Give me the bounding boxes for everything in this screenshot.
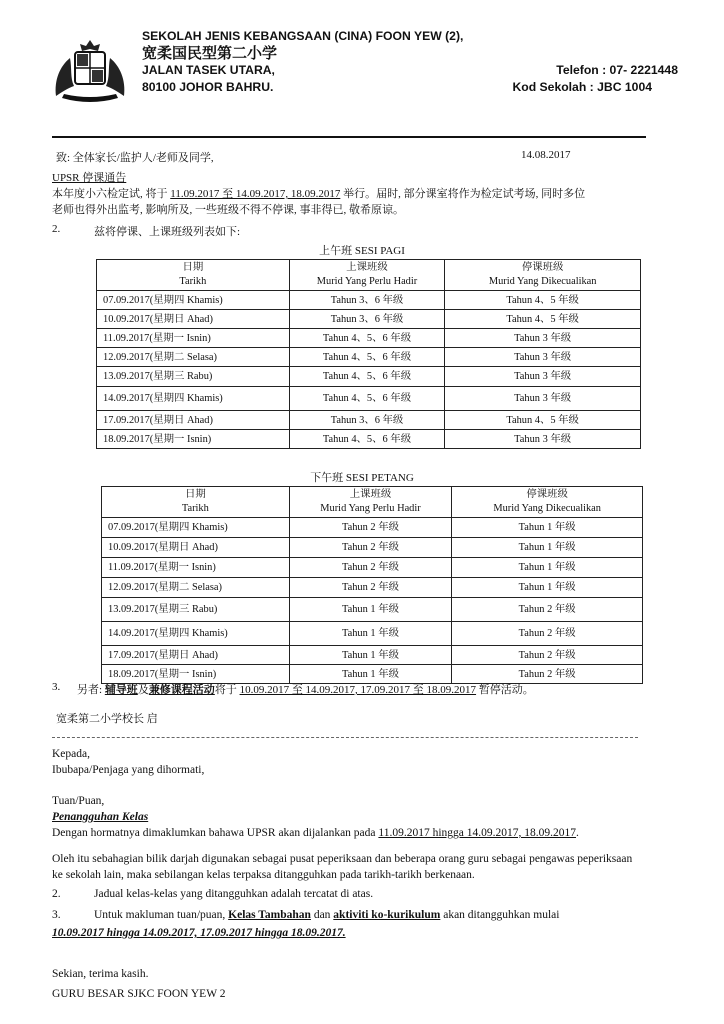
paragraph-2-number: 2. [52, 223, 61, 235]
attending-cell: Tahun 3、6 年级 [289, 310, 445, 329]
morning-session-table [96, 259, 641, 449]
suspension-dates-cn: 10.09.2017 至 14.09.2017, 17.09.2017 至 18.09.2017 [239, 684, 477, 696]
date-cell: 18.09.2017(星期一 Isnin) [102, 665, 290, 684]
table-row [102, 598, 643, 622]
attending-cell: Tahun 4、5、6 年级 [289, 348, 445, 367]
date-cell: 07.09.2017(星期四 Khamis) [97, 291, 290, 310]
date-cell: 10.09.2017(星期日 Ahad) [97, 310, 290, 329]
attending-header: 上课班级 Murid Yang Perlu Hadir [289, 487, 452, 518]
signature: GURU BESAR SJKC FOON YEW 2 [52, 988, 226, 1000]
salutation: Tuan/Puan, [52, 795, 105, 807]
recipients-ms-line-2: Ibubapa/Penjaga yang dihormati, [52, 764, 205, 776]
school-name: SEKOLAH JENIS KEBANGSAAN (CINA) FOON YEW (2), [142, 29, 464, 43]
paragraph-4-number-ms: 3. [52, 909, 61, 921]
paragraph-4-ms: Untuk makluman tuan/puan, Kelas Tambahan dan aktiviti ko-kurikulum akan ditangguhkan mulai [94, 909, 560, 921]
date-cell: 11.09.2017(星期一 Isnin) [97, 329, 290, 348]
table-row [102, 538, 643, 558]
section-divider [52, 737, 638, 738]
date-cell: 17.09.2017(星期日 Ahad) [97, 411, 290, 430]
excused-cell: Tahun 2 年级 [452, 646, 643, 665]
exam-dates-ms: 11.09.2017 hingga 14.09.2017, 18.09.2017 [378, 827, 577, 839]
malaysia-coat-of-arms-icon [48, 36, 132, 106]
excused-cell: Tahun 3 年级 [445, 367, 641, 387]
table-header-row [97, 260, 641, 291]
excused-cell: Tahun 1 年级 [452, 558, 643, 578]
recipients-ms-line-1: Kepada, [52, 748, 90, 760]
date-header: 日期 Tarikh [97, 260, 290, 291]
table-row [102, 518, 643, 538]
date-cell: 12.09.2017(星期二 Selasa) [102, 578, 290, 598]
excused-header: 停课班级 Murid Yang Dikecualikan [445, 260, 641, 291]
table-row [97, 387, 641, 411]
table-row [97, 411, 641, 430]
excused-cell: Tahun 4、5 年级 [445, 291, 641, 310]
paragraph-1-ms: Dengan hormatnya dimaklumkan bahawa UPSR akan dijalankan pada 11.09.2017 hingga 14.09.2017, 18.09.2017. [52, 827, 579, 839]
attending-header: 上课班级 Murid Yang Perlu Hadir [289, 260, 445, 291]
attending-cell: Tahun 4、5、6 年级 [289, 367, 445, 387]
attending-cell: Tahun 2 年级 [289, 538, 452, 558]
paragraph-1-cn: 本年度小六检定试, 将于 11.09.2017 至 14.09.2017, 18.09.2017 举行。届时, 部分课室将作为检定试考场, 同时多位 老师也得外出监考, 影响所及, 一些班级不得不停课, 事非得已, 敬希原谅。 [52, 188, 586, 216]
notice-title-cn: UPSR 停课通告 [52, 172, 127, 184]
table-row [102, 622, 643, 646]
paragraph-3-number-ms: 2. [52, 888, 61, 900]
paragraph-2-ms: Oleh itu sebahagian bilik darjah digunakan sebagai pusat peperiksaan dan beberapa orang guru sebagai pengawas peperiksaan ke sekolah lain, maka sebilangan kelas terpaksa ditangguhkan pada tarikh-tarikh berkenaan. [52, 853, 633, 881]
attending-cell: Tahun 4、5、6 年级 [289, 430, 445, 449]
date-cell: 10.09.2017(星期日 Ahad) [102, 538, 290, 558]
date-header: 日期 Tarikh [102, 487, 290, 518]
attending-cell: Tahun 1 年级 [289, 646, 452, 665]
excused-cell: Tahun 3 年级 [445, 430, 641, 449]
closing: Sekian, terima kasih. [52, 968, 149, 980]
suspension-dates-ms: 10.09.2017 hingga 14.09.2017, 17.09.2017 hingga 18.09.2017. [52, 927, 346, 939]
date-cell: 18.09.2017(星期一 Isnin) [97, 430, 290, 449]
attending-cell: Tahun 4、5、6 年级 [289, 329, 445, 348]
paragraph-3-number: 3. [52, 681, 61, 693]
excused-cell: Tahun 4、5 年级 [445, 310, 641, 329]
header-divider [52, 136, 646, 138]
exam-dates-cn: 11.09.2017 至 14.09.2017, 18.09.2017 [170, 188, 341, 200]
extra-class-ms: Kelas Tambahan [228, 909, 311, 921]
excused-header: 停课班级 Murid Yang Dikecualikan [452, 487, 643, 518]
attending-cell: Tahun 4、5、6 年级 [289, 387, 445, 411]
excused-cell: Tahun 2 年级 [452, 598, 643, 622]
excused-cell: Tahun 1 年级 [452, 538, 643, 558]
table-row [102, 646, 643, 665]
excused-cell: Tahun 2 年级 [452, 665, 643, 684]
school-name-chinese: 宽柔国民型第二小学 [142, 44, 278, 62]
attending-cell: Tahun 2 年级 [289, 518, 452, 538]
attending-cell: Tahun 2 年级 [289, 578, 452, 598]
letterhead [142, 28, 702, 96]
date-cell: 17.09.2017(星期日 Ahad) [102, 646, 290, 665]
excused-cell: Tahun 3 年级 [445, 387, 641, 411]
excused-cell: Tahun 3 年级 [445, 329, 641, 348]
address-line-1: JALAN TASEK UTARA, [142, 63, 275, 77]
date-cell: 13.09.2017(星期三 Rabu) [97, 367, 290, 387]
tutoring-class-cn: 辅导班 [104, 684, 138, 696]
date-cell: 14.09.2017(星期四 Khamis) [102, 622, 290, 646]
afternoon-session-caption: 下午班 SESI PETANG [310, 472, 414, 484]
table-row [97, 367, 641, 387]
table-row [97, 291, 641, 310]
paragraph-3-ms: Jadual kelas-kelas yang ditangguhkan adalah tercatat di atas. [94, 888, 374, 900]
paragraph-2-cn: 兹将停课、上课班级列表如下: [94, 226, 241, 238]
school-code: Kod Sekolah : JBC 1004 [512, 80, 652, 94]
table-row [97, 310, 641, 329]
cocurricular-ms: aktiviti ko-kurikulum [333, 909, 441, 921]
table-row [102, 558, 643, 578]
notice-title-ms: Penangguhan Kelas [52, 811, 149, 823]
attending-cell: Tahun 1 年级 [289, 665, 452, 684]
excused-cell: Tahun 4、5 年级 [445, 411, 641, 430]
date-cell: 11.09.2017(星期一 Isnin) [102, 558, 290, 578]
excused-cell: Tahun 1 年级 [452, 518, 643, 538]
recipients-cn: 致: 全体家长/监护人/老师及同学, [56, 152, 214, 164]
paragraph-3-cn: 另者: 辅导班及兼修课程活动将于 10.09.2017 至 14.09.2017, 17.09.2017 至 18.09.2017 暂停活动。 [77, 684, 534, 696]
address-line-2: 80100 JOHOR BAHRU. [142, 80, 274, 94]
attending-cell: Tahun 3、6 年级 [289, 411, 445, 430]
letter-date: 14.08.2017 [521, 149, 571, 161]
table-row [97, 430, 641, 449]
phone-number: Telefon : 07- 2221448 [556, 63, 678, 77]
excused-cell: Tahun 2 年级 [452, 622, 643, 646]
table-row [102, 578, 643, 598]
morning-session-caption: 上午班 SESI PAGI [319, 245, 405, 257]
excused-cell: Tahun 1 年级 [452, 578, 643, 598]
attending-cell: Tahun 1 年级 [289, 598, 452, 622]
headmaster-signoff-cn: 宽柔第二小学校长 启 [56, 713, 158, 725]
attending-cell: Tahun 3、6 年级 [289, 291, 445, 310]
date-cell: 12.09.2017(星期二 Selasa) [97, 348, 290, 367]
attending-cell: Tahun 2 年级 [289, 558, 452, 578]
cocurricular-cn: 兼修课程活动 [148, 684, 215, 696]
attending-cell: Tahun 1 年级 [289, 622, 452, 646]
date-cell: 14.09.2017(星期四 Khamis) [97, 387, 290, 411]
excused-cell: Tahun 3 年级 [445, 348, 641, 367]
table-row [97, 329, 641, 348]
date-cell: 13.09.2017(星期三 Rabu) [102, 598, 290, 622]
table-row [97, 348, 641, 367]
table-header-row [102, 487, 643, 518]
afternoon-session-table [101, 486, 643, 684]
date-cell: 07.09.2017(星期四 Khamis) [102, 518, 290, 538]
